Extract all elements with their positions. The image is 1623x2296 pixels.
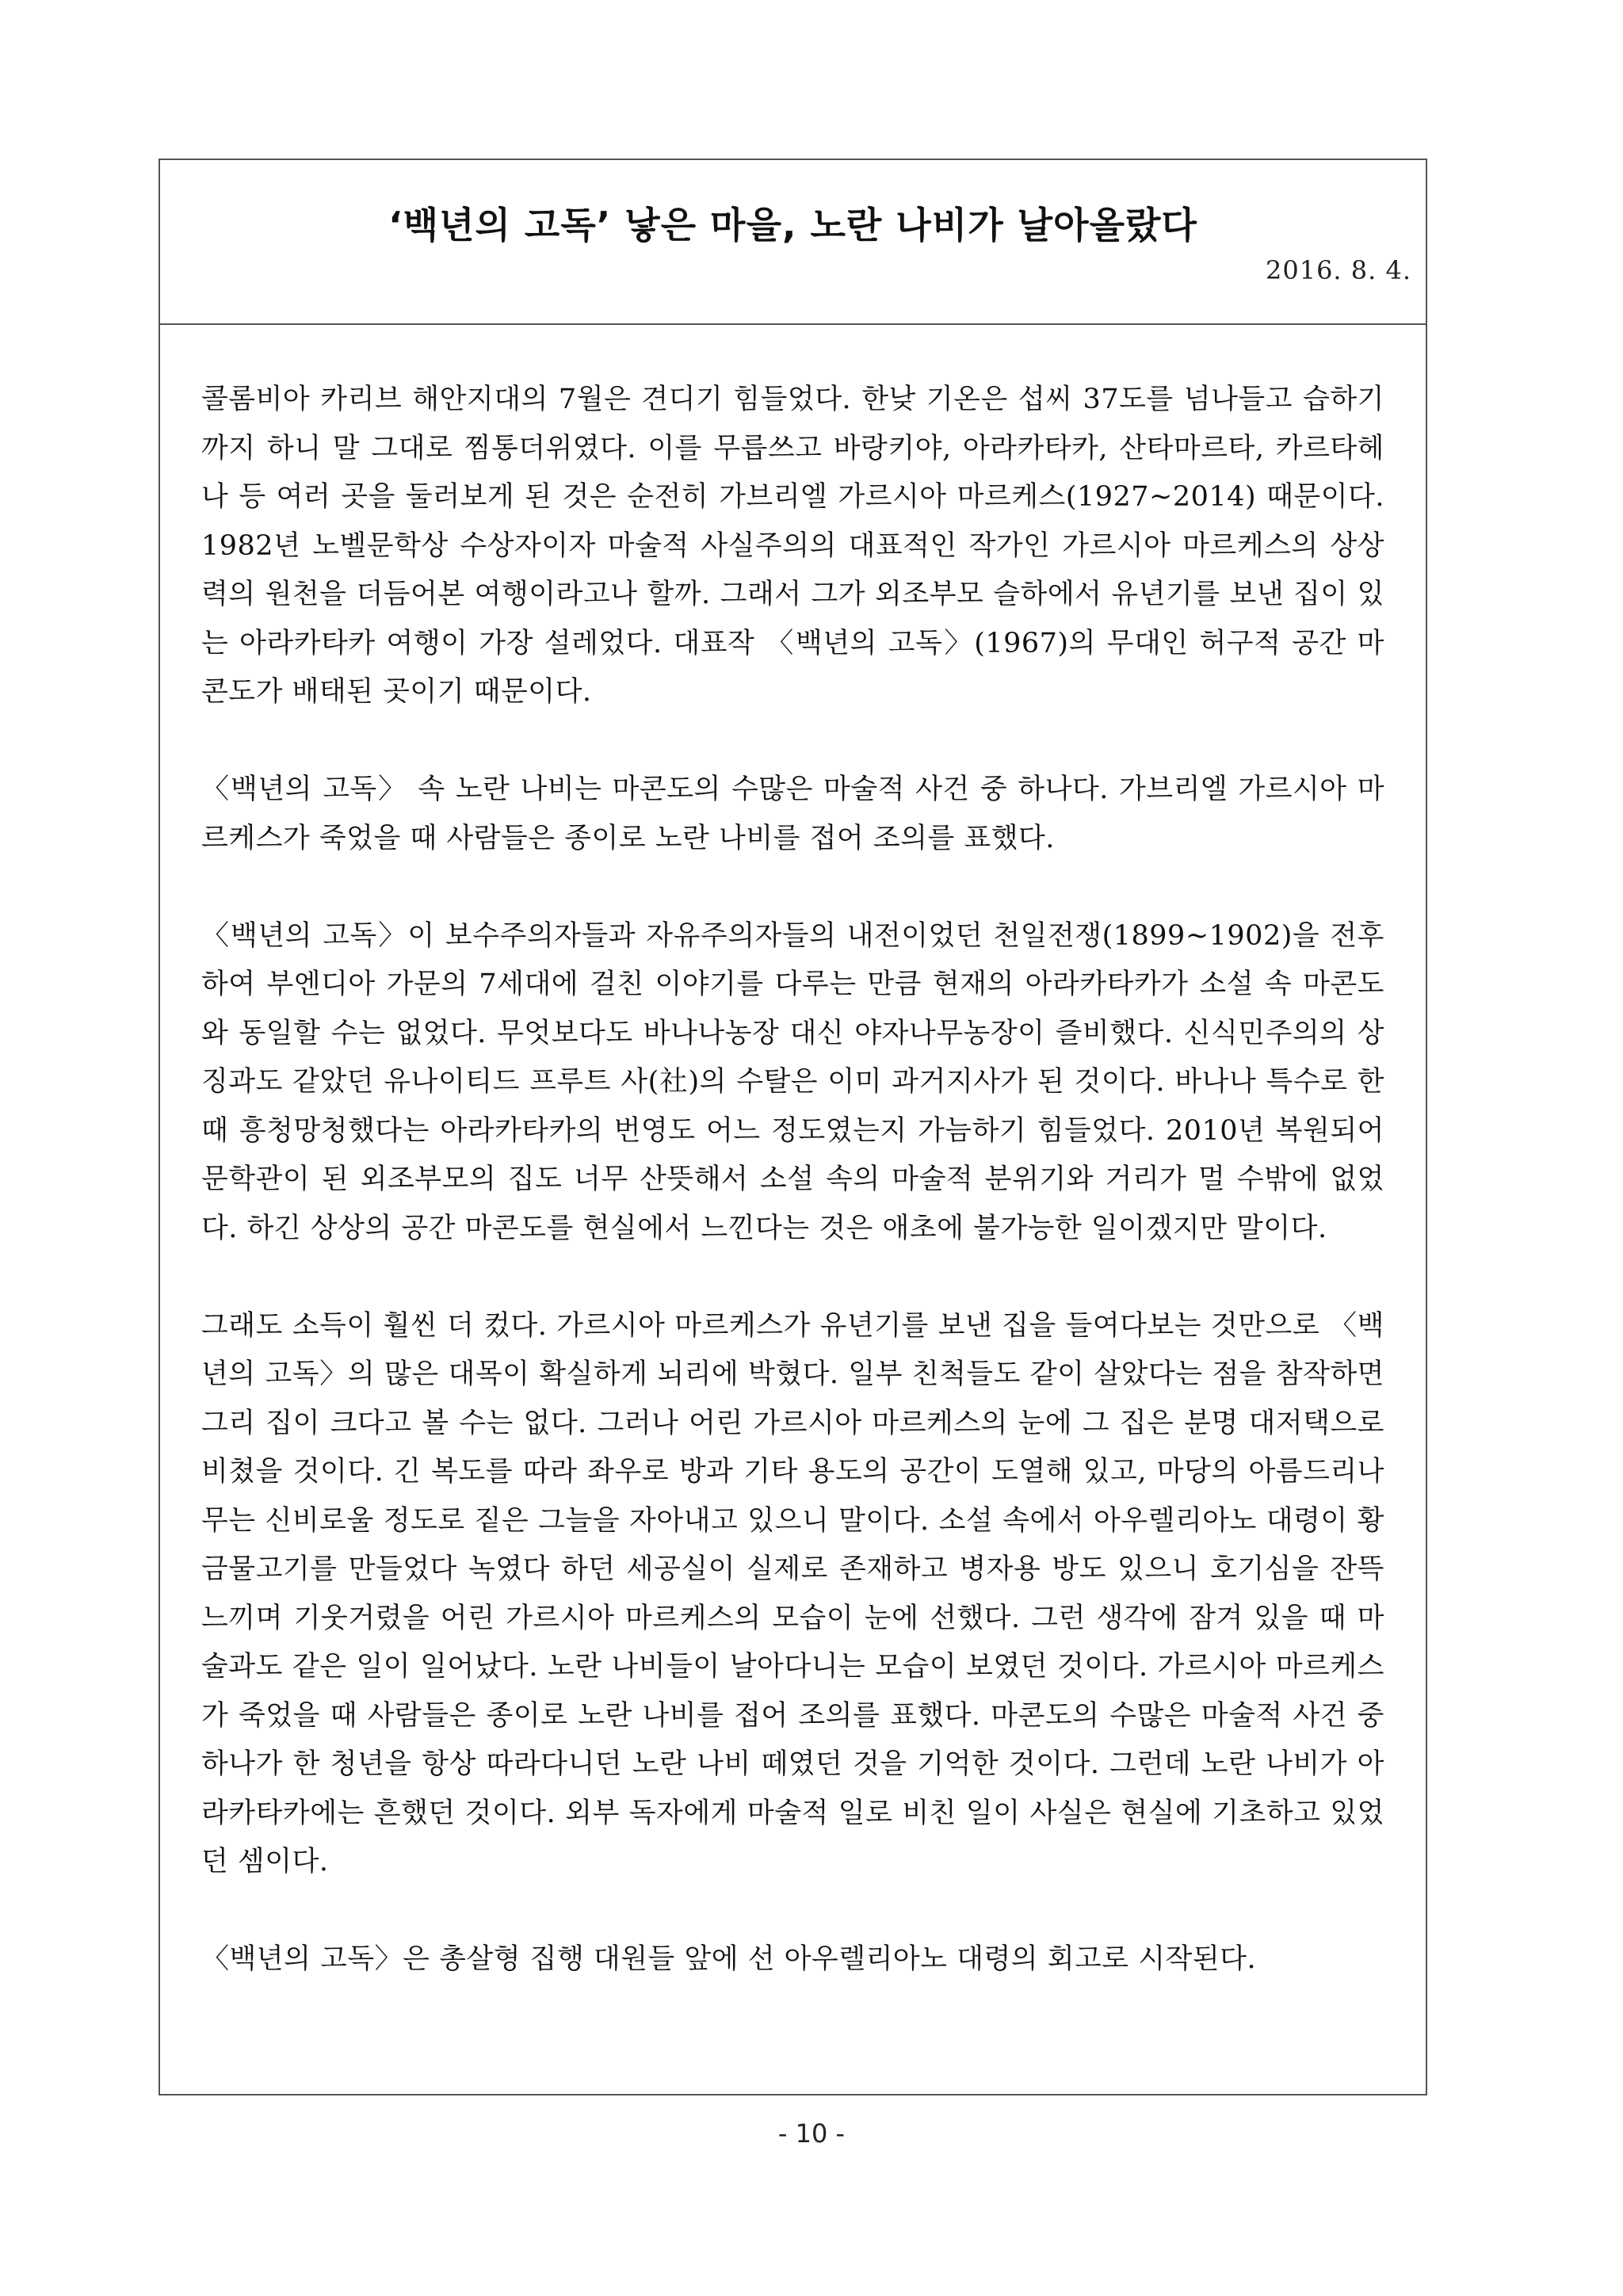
article-title: ‘백년의 고독’ 낳은 마을, 노란 나비가 날아올랐다 [388,204,1197,246]
page-number: - 10 - [777,2118,846,2149]
paragraph: 콜롬비아 카리브 해안지대의 7월은 견디기 힘들었다. 한낮 기온은 섭씨 37도를 넘나들고 습하기까지 하니 말 그대로 찜통더위였다. 이를 무릅쓰고 바랑키야, 아라카타카, 산타마르타, 카르타헤나 등 여러 곳을 둘러보게 된 것은 순전히 가브리엘 가르시아 마르케스(1927~2014) 때문이다. 1982년 노벨문학상 수상자이자 마술적 사실주의의 대표적인 작가인 가르시아 마르케스의 상상력의 원천을 더듬어본 여행이라고나 할까. 그래서 그가 외조부모 슬하에서 유년기를 보낸 집이 있는 아라카타카 여행이 가장 설레었다. 대표작 〈백년의 고독〉(1967)의 무대인 허구적 공간 마콘도가 배태된 곳이기 때문이다. [201,384,1384,708]
paragraph: 〈백년의 고독〉 속 노란 나비는 마콘도의 수많은 마술적 사건 중 하나다. 가브리엘 가르시아 마르케스가 죽었을 때 사람들은 종이로 노란 나비를 접어 조의를 표했다. [201,774,1384,854]
article-date: 2016. 8. 4. [1265,255,1411,285]
paragraph: 〈백년의 고독〉은 총살형 집행 대원들 앞에 선 아우렐리아노 대령의 회고로 시작된다. [201,1943,1257,1975]
page-frame [158,159,1427,2095]
article-body [201,376,1384,1985]
paragraph: 그래도 소득이 훨씬 더 컸다. 가르시아 마르케스가 유년기를 보낸 집을 들여다보는 것만으로 〈백년의 고독〉의 많은 대목이 확실하게 뇌리에 박혔다. 일부 친척들도 같이 살았다는 점을 참작하면 그리 집이 크다고 볼 수는 없다. 그러나 어린 가르시아 마르케스의 눈에 그 집은 분명 대저택으로 비쳤을 것이다. 긴 복도를 따라 좌우로 방과 기타 용도의 공간이 도열해 있고, 마당의 아름드리나무는 신비로울 정도로 짙은 그늘을 자아내고 있으니 말이다. 소설 속에서 아우렐리아노 대령이 황금물고기를 만들었다 녹였다 하던 세공실이 실제로 존재하고 병자용 방도 있으니 호기심을 잔뜩 느끼며 기웃거렸을 어린 가르시아 마르케스의 모습이 눈에 선했다. 그런 생각에 잠겨 있을 때 마술과도 같은 일이 일어났다. 노란 나비들이 날아다니는 모습이 보였던 것이다. 가르시아 마르케스가 죽었을 때 사람들은 종이로 노란 나비를 접어 조의를 표했다. 마콘도의 수많은 마술적 사건 중 하나가 한 청년을 항상 따라다니던 노란 나비 떼였던 것을 기억한 것이다. 그런데 노란 나비가 아라카타카에는 흔했던 것이다. 외부 독자에게 마술적 일로 비친 일이 사실은 현실에 기초하고 있었던 셈이다. [201,1309,1384,1878]
article-header [160,160,1426,325]
paragraph: 〈백년의 고독〉이 보수주의자들과 자유주의자들의 내전이었던 천일전쟁(1899~1902)을 전후하여 부엔디아 가문의 7세대에 걸친 이야기를 다루는 만큼 현재의 아라카타카가 소설 속 마콘도와 동일할 수는 없었다. 무엇보다도 바나나농장 대신 야자나무농장이 즐비했다. 신식민주의의 상징과도 같았던 유나이티드 프루트 사(社)의 수탈은 이미 과거지사가 된 것이다. 바나나 특수로 한때 흥청망청했다는 아라카타카의 번영도 어느 정도였는지 가늠하기 힘들었다. 2010년 복원되어 문학관이 된 외조부모의 집도 너무 산뜻해서 소설 속의 마술적 분위기와 거리가 멀 수밖에 없었다. 하긴 상상의 공간 마콘도를 현실에서 느낀다는 것은 애초에 불가능한 일이겠지만 말이다. [201,919,1384,1244]
